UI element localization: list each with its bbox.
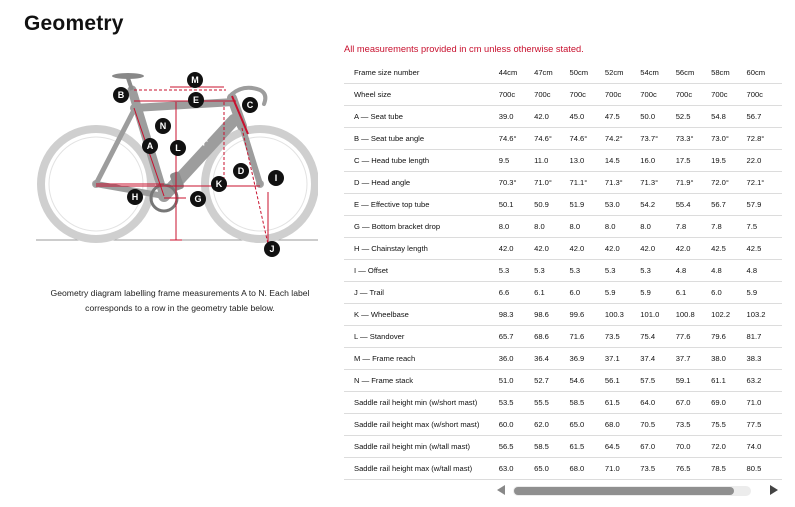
table-cell: 70.0 bbox=[676, 436, 711, 458]
table-cell: 6.1 bbox=[676, 282, 711, 304]
row-label: H — Chainstay length bbox=[344, 238, 499, 260]
table-cell: 700c bbox=[711, 84, 746, 106]
table-cell: 56.1 bbox=[605, 370, 640, 392]
table-row bbox=[344, 238, 782, 260]
table-row bbox=[344, 326, 782, 348]
table-cell: 50.9 bbox=[534, 194, 569, 216]
table-cell: 4.8 bbox=[711, 260, 746, 282]
table-cell: 52.5 bbox=[676, 106, 711, 128]
table-row bbox=[344, 370, 782, 392]
table-cell: 5.9 bbox=[747, 282, 782, 304]
table-cell: 68.6 bbox=[534, 326, 569, 348]
table-cell: 78.5 bbox=[711, 458, 746, 480]
row-label: D — Head angle bbox=[344, 172, 499, 194]
table-cell: 65.0 bbox=[534, 458, 569, 480]
table-cell: 75.5 bbox=[711, 414, 746, 436]
table-cell: 54.6 bbox=[570, 370, 605, 392]
table-cell: 98.3 bbox=[499, 304, 534, 326]
table-cell: 700c bbox=[499, 84, 534, 106]
row-label: G — Bottom bracket drop bbox=[344, 216, 499, 238]
table-cell: 42.0 bbox=[499, 238, 534, 260]
table-cell: 13.0 bbox=[570, 150, 605, 172]
table-cell: 14.5 bbox=[605, 150, 640, 172]
table-cell: 63.2 bbox=[747, 370, 782, 392]
table-cell: 73.5 bbox=[605, 326, 640, 348]
table-cell: 73.3° bbox=[676, 128, 711, 150]
row-label: M — Frame reach bbox=[344, 348, 499, 370]
page-title: Geometry bbox=[24, 12, 124, 35]
table-row bbox=[344, 194, 782, 216]
table-cell: 5.9 bbox=[605, 282, 640, 304]
table-cell: 71.3° bbox=[605, 172, 640, 194]
table-cell: 79.6 bbox=[711, 326, 746, 348]
horizontal-scrollbar[interactable] bbox=[497, 484, 780, 498]
table-cell: 58cm bbox=[711, 62, 746, 84]
table-cell: 8.0 bbox=[499, 216, 534, 238]
table-cell: 59.1 bbox=[676, 370, 711, 392]
table-cell: 36.9 bbox=[570, 348, 605, 370]
row-label: E — Effective top tube bbox=[344, 194, 499, 216]
table-row bbox=[344, 260, 782, 282]
table-cell: 50.1 bbox=[499, 194, 534, 216]
label-a bbox=[142, 138, 158, 154]
table-cell: 70.3° bbox=[499, 172, 534, 194]
svg-text:I: I bbox=[274, 173, 278, 183]
table-cell: 39.0 bbox=[499, 106, 534, 128]
table-row bbox=[344, 216, 782, 238]
table-cell: 74.0 bbox=[747, 436, 782, 458]
table-cell: 61.5 bbox=[605, 392, 640, 414]
label-d bbox=[233, 163, 249, 179]
scroll-thumb[interactable] bbox=[514, 487, 734, 495]
table-cell: 73.7° bbox=[640, 128, 675, 150]
table-cell: 81.7 bbox=[747, 326, 782, 348]
row-label: Wheel size bbox=[344, 84, 499, 106]
table-cell: 72.8° bbox=[747, 128, 782, 150]
table-cell: 55.5 bbox=[534, 392, 569, 414]
row-label: A — Seat tube bbox=[344, 106, 499, 128]
table-cell: 5.3 bbox=[605, 260, 640, 282]
row-label: Saddle rail height min (w/short mast) bbox=[344, 392, 499, 414]
table-cell: 54cm bbox=[640, 62, 675, 84]
table-cell: 71.0 bbox=[605, 458, 640, 480]
table-cell: 70.5 bbox=[640, 414, 675, 436]
scroll-track[interactable] bbox=[513, 486, 751, 496]
table-cell: 6.6 bbox=[499, 282, 534, 304]
table-row bbox=[344, 348, 782, 370]
table-cell: 71.0° bbox=[534, 172, 569, 194]
table-cell: 51.0 bbox=[499, 370, 534, 392]
table-cell: 68.0 bbox=[605, 414, 640, 436]
table-cell: 57.5 bbox=[640, 370, 675, 392]
table-cell: 7.8 bbox=[711, 216, 746, 238]
svg-text:G: G bbox=[194, 194, 202, 204]
table-cell: 77.5 bbox=[747, 414, 782, 436]
label-i bbox=[268, 170, 284, 186]
geometry-table bbox=[344, 62, 782, 480]
table-cell: 6.1 bbox=[534, 282, 569, 304]
svg-text:M: M bbox=[191, 75, 199, 85]
table-cell: 5.3 bbox=[570, 260, 605, 282]
svg-text:N: N bbox=[159, 121, 167, 131]
table-cell: 73.0° bbox=[711, 128, 746, 150]
measurement-note: All measurements provided in cm unless otherwise stated. bbox=[344, 44, 584, 54]
table-cell: 61.5 bbox=[570, 436, 605, 458]
table-cell: 42.0 bbox=[676, 238, 711, 260]
table-cell: 72.0 bbox=[711, 436, 746, 458]
table-cell: 52.7 bbox=[534, 370, 569, 392]
table-cell: 5.9 bbox=[640, 282, 675, 304]
table-cell: 60cm bbox=[747, 62, 782, 84]
svg-text:B: B bbox=[117, 90, 125, 100]
table-cell: 53.0 bbox=[605, 194, 640, 216]
table-cell: 50cm bbox=[570, 62, 605, 84]
table-row bbox=[344, 304, 782, 326]
table-cell: 99.6 bbox=[570, 304, 605, 326]
table-cell: 42.0 bbox=[570, 238, 605, 260]
table-row bbox=[344, 436, 782, 458]
diagram-caption: Geometry diagram labelling frame measurements A to N. Each label corresponds to a row in the geometry table below. bbox=[50, 287, 310, 313]
table-cell: 65.7 bbox=[499, 326, 534, 348]
table-cell: 5.3 bbox=[534, 260, 569, 282]
table-cell: 54.8 bbox=[711, 106, 746, 128]
table-cell: 50.0 bbox=[640, 106, 675, 128]
label-h bbox=[127, 189, 143, 205]
saddle bbox=[112, 73, 144, 79]
table-cell: 98.6 bbox=[534, 304, 569, 326]
table-cell: 42.5 bbox=[747, 238, 782, 260]
table-cell: 19.5 bbox=[711, 150, 746, 172]
scroll-right-arrow[interactable] bbox=[770, 485, 778, 495]
table-cell: 56.7 bbox=[747, 106, 782, 128]
table-cell: 76.5 bbox=[676, 458, 711, 480]
table-cell: 69.0 bbox=[711, 392, 746, 414]
label-g bbox=[190, 191, 206, 207]
table-cell: 71.1° bbox=[570, 172, 605, 194]
table-row bbox=[344, 84, 782, 106]
table-cell: 80.5 bbox=[747, 458, 782, 480]
row-label: C — Head tube length bbox=[344, 150, 499, 172]
table-cell: 101.0 bbox=[640, 304, 675, 326]
table-cell: 700c bbox=[570, 84, 605, 106]
table-cell: 42.0 bbox=[534, 106, 569, 128]
table-cell: 57.9 bbox=[747, 194, 782, 216]
table-cell: 56.5 bbox=[499, 436, 534, 458]
table-cell: 71.6 bbox=[570, 326, 605, 348]
label-m bbox=[187, 72, 203, 88]
row-label: Frame size number bbox=[344, 62, 499, 84]
table-cell: 51.9 bbox=[570, 194, 605, 216]
row-label: Saddle rail height max (w/short mast) bbox=[344, 414, 499, 436]
svg-text:D: D bbox=[237, 166, 245, 176]
table-cell: 67.0 bbox=[640, 436, 675, 458]
table-cell: 56.7 bbox=[711, 194, 746, 216]
label-c bbox=[242, 97, 258, 113]
table-cell: 68.0 bbox=[570, 458, 605, 480]
table-cell: 71.9° bbox=[676, 172, 711, 194]
svg-text:K: K bbox=[215, 179, 223, 189]
svg-text:C: C bbox=[246, 100, 254, 110]
table-cell: 71.3° bbox=[640, 172, 675, 194]
label-n bbox=[155, 118, 171, 134]
table-cell: 37.7 bbox=[676, 348, 711, 370]
label-l bbox=[170, 140, 186, 156]
table-cell: 17.5 bbox=[676, 150, 711, 172]
table-cell: 74.6° bbox=[570, 128, 605, 150]
table-row bbox=[344, 172, 782, 194]
table-cell: 7.8 bbox=[676, 216, 711, 238]
table-cell: 16.0 bbox=[640, 150, 675, 172]
table-cell: 38.3 bbox=[747, 348, 782, 370]
table-cell: 36.4 bbox=[534, 348, 569, 370]
table-cell: 11.0 bbox=[534, 150, 569, 172]
table-cell: 700c bbox=[640, 84, 675, 106]
table-cell: 53.5 bbox=[499, 392, 534, 414]
table-cell: 64.0 bbox=[640, 392, 675, 414]
table-cell: 74.2° bbox=[605, 128, 640, 150]
table-row bbox=[344, 62, 782, 84]
table-cell: 77.6 bbox=[676, 326, 711, 348]
table-cell: 37.4 bbox=[640, 348, 675, 370]
table-cell: 37.1 bbox=[605, 348, 640, 370]
table-cell: 5.3 bbox=[499, 260, 534, 282]
svg-text:A: A bbox=[146, 141, 154, 151]
scroll-left-arrow[interactable] bbox=[497, 485, 505, 495]
label-j bbox=[264, 241, 280, 257]
row-label: J — Trail bbox=[344, 282, 499, 304]
table-cell: 700c bbox=[676, 84, 711, 106]
table-cell: 44cm bbox=[499, 62, 534, 84]
table-cell: 47cm bbox=[534, 62, 569, 84]
table-cell: 700c bbox=[534, 84, 569, 106]
bike-geometry-diagram bbox=[36, 68, 318, 258]
table-row bbox=[344, 414, 782, 436]
table-cell: 45.0 bbox=[570, 106, 605, 128]
table-cell: 72.0° bbox=[711, 172, 746, 194]
table-cell: 22.0 bbox=[747, 150, 782, 172]
table-cell: 7.5 bbox=[747, 216, 782, 238]
table-row bbox=[344, 282, 782, 304]
table-row bbox=[344, 106, 782, 128]
table-cell: 67.0 bbox=[676, 392, 711, 414]
table-cell: 8.0 bbox=[570, 216, 605, 238]
label-e bbox=[188, 92, 204, 108]
table-cell: 38.0 bbox=[711, 348, 746, 370]
row-label: N — Frame stack bbox=[344, 370, 499, 392]
svg-text:E: E bbox=[192, 95, 200, 105]
table-cell: 58.5 bbox=[534, 436, 569, 458]
table-cell: 42.0 bbox=[534, 238, 569, 260]
table-cell: 60.0 bbox=[499, 414, 534, 436]
table-cell: 6.0 bbox=[711, 282, 746, 304]
label-b bbox=[113, 87, 129, 103]
svg-text:L: L bbox=[175, 143, 181, 153]
table-cell: 100.8 bbox=[676, 304, 711, 326]
row-label: Saddle rail height min (w/tall mast) bbox=[344, 436, 499, 458]
table-cell: 103.2 bbox=[747, 304, 782, 326]
table-cell: 61.1 bbox=[711, 370, 746, 392]
table-row bbox=[344, 150, 782, 172]
table-cell: 64.5 bbox=[605, 436, 640, 458]
table-cell: 52cm bbox=[605, 62, 640, 84]
frame-brand-text: TREK bbox=[184, 123, 210, 148]
table-row bbox=[344, 128, 782, 150]
svg-text:J: J bbox=[269, 244, 275, 254]
table-cell: 54.2 bbox=[640, 194, 675, 216]
table-cell: 4.8 bbox=[676, 260, 711, 282]
table-cell: 42.0 bbox=[640, 238, 675, 260]
table-cell: 8.0 bbox=[605, 216, 640, 238]
table-cell: 58.5 bbox=[570, 392, 605, 414]
table-cell: 62.0 bbox=[534, 414, 569, 436]
table-cell: 8.0 bbox=[640, 216, 675, 238]
row-label: B — Seat tube angle bbox=[344, 128, 499, 150]
table-cell: 102.2 bbox=[711, 304, 746, 326]
table-cell: 75.4 bbox=[640, 326, 675, 348]
table-cell: 5.3 bbox=[640, 260, 675, 282]
table-cell: 74.6° bbox=[499, 128, 534, 150]
table-cell: 73.5 bbox=[676, 414, 711, 436]
row-label: K — Wheelbase bbox=[344, 304, 499, 326]
table-cell: 36.0 bbox=[499, 348, 534, 370]
row-label: L — Standover bbox=[344, 326, 499, 348]
table-cell: 72.1° bbox=[747, 172, 782, 194]
table-cell: 65.0 bbox=[570, 414, 605, 436]
row-label: I — Offset bbox=[344, 260, 499, 282]
svg-text:H: H bbox=[131, 192, 139, 202]
table-cell: 56cm bbox=[676, 62, 711, 84]
table-cell: 9.5 bbox=[499, 150, 534, 172]
table-cell: 700c bbox=[747, 84, 782, 106]
table-cell: 4.8 bbox=[747, 260, 782, 282]
table-cell: 8.0 bbox=[534, 216, 569, 238]
label-k bbox=[211, 176, 227, 192]
table-cell: 42.5 bbox=[711, 238, 746, 260]
table-cell: 74.6° bbox=[534, 128, 569, 150]
row-label: Saddle rail height max (w/tall mast) bbox=[344, 458, 499, 480]
table-cell: 6.0 bbox=[570, 282, 605, 304]
table-cell: 47.5 bbox=[605, 106, 640, 128]
table-cell: 700c bbox=[605, 84, 640, 106]
table-cell: 71.0 bbox=[747, 392, 782, 414]
table-cell: 55.4 bbox=[676, 194, 711, 216]
table-cell: 100.3 bbox=[605, 304, 640, 326]
table-cell: 73.5 bbox=[640, 458, 675, 480]
table-cell: 42.0 bbox=[605, 238, 640, 260]
table-row bbox=[344, 458, 782, 480]
table-cell: 63.0 bbox=[499, 458, 534, 480]
table-row bbox=[344, 392, 782, 414]
